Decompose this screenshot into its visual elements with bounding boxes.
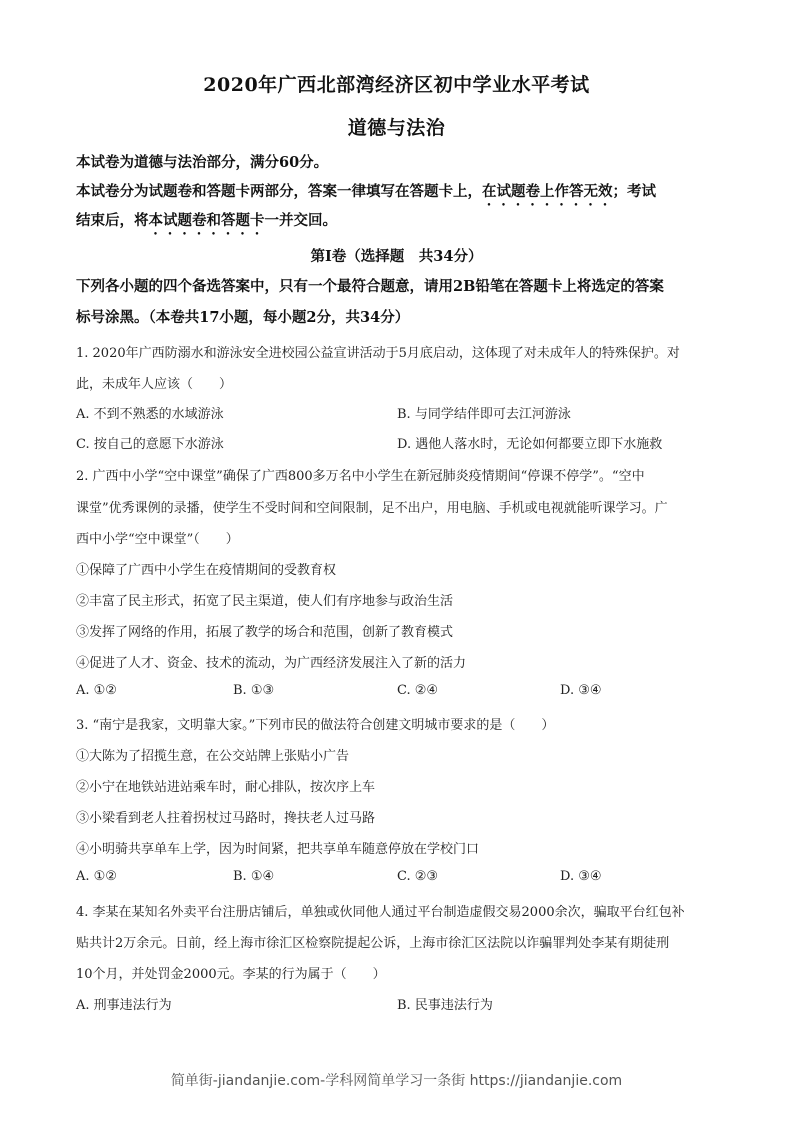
option-c: C. 按自己的意愿下水游泳 <box>76 437 224 452</box>
instruction-line-3 <box>76 209 726 238</box>
question-text: 西中小学“空中课堂”（ ） <box>76 532 239 547</box>
option-a: A. ①② <box>76 683 117 698</box>
question-text: 3. “南宁是我家，文明靠大家。”下列市民的做法符合创建文明城市要求的是（ ） <box>76 718 555 733</box>
statement: ①大陈为了招揽生意，在公交站牌上张贴小广告 <box>76 749 350 764</box>
statement: ②丰富了民主形式，拓宽了民主渠道，使人们有序地参与政治生活 <box>76 594 454 609</box>
instruction-text: ；考试 <box>612 183 656 200</box>
option-a: A. 刑事违法行为 <box>76 998 172 1013</box>
option-a: A. ①② <box>76 869 117 884</box>
question-text: 4. 李某在某知名外卖平台注册店铺后，单独或伙同他人通过平台制造虚假交易2000余次，骗取平台红包补 <box>76 905 685 920</box>
section-desc-line-2: 标号涂黑。（本卷共17小题，每小题2分，共34分） <box>76 309 410 326</box>
option-b: B. ①③ <box>233 683 275 698</box>
statement: ④促进了人才、资金、技术的流动，为广西经济发展注入了新的活力 <box>76 656 467 671</box>
instruction-text: 一并交回。 <box>264 212 337 229</box>
option-d: D. ③④ <box>560 683 602 698</box>
instruction-line-1: 本试卷为道德与法治部分，满分60分。 <box>76 154 329 171</box>
subject-title: 道德与法治 <box>347 117 446 139</box>
option-b: B. 民事违法行为 <box>397 998 493 1013</box>
instruction-text: 本试卷分为试题卷和答题卡两部分，答案一律填写在答题卡上， <box>76 183 482 200</box>
instruction-text: 结束后，将 <box>76 212 149 229</box>
option-b: B. ①④ <box>233 869 275 884</box>
question-text: 贴共计2万余元。日前，经上海市徐汇区检察院提起公诉，上海市徐汇区法院以诈骗罪判处李某有期徒刑 <box>76 936 670 951</box>
question-text: 1. 2020年广西防溺水和游泳安全进校园公益宣讲活动于5月底启动，这体现了对未成年人的特殊保护。对 <box>76 346 680 361</box>
statement: ③小梁看到老人拄着拐杖过马路时，搀扶老人过马路 <box>76 811 376 826</box>
section-title: 第Ⅰ卷（选择题 共34分） <box>310 248 483 265</box>
option-c: C. ②④ <box>397 683 439 698</box>
question-text: 课堂”优秀课例的录播，使学生不受时间和空间限制，足不出户，用电脑、手机或电视就能听课学习。广 <box>76 501 668 516</box>
question-text: 此，未成年人应该（ ） <box>76 377 233 392</box>
option-d: D. 遇他人落水时，无论如何都要立即下水施救 <box>397 437 663 452</box>
statement: ②小宁在地铁站进站乘车时，耐心排队，按次序上车 <box>76 780 376 795</box>
instruction-line-2 <box>76 180 726 209</box>
exam-title: 2020年广西北部湾经济区初中学业水平考试 <box>203 74 590 96</box>
statement: ③发挥了网络的作用，拓展了教学的场合和范围，创新了教育模式 <box>76 625 454 640</box>
section-desc-line-1: 下列各小题的四个备选答案中，只有一个最符合题意，请用2B铅笔在答题卡上将选定的答案 <box>76 278 664 295</box>
watermark-footer: 简单街-jiandanjie.com-学科网简单学习一条街 https://jiandanjie.com <box>170 1073 623 1089</box>
emphasized-text: 在试题卷上作答无效 <box>482 183 613 200</box>
question-text: 2. 广西中小学“空中课堂”确保了广西800多万名中小学生在新冠肺炎疫情期间“停课不停学”。“空中 <box>76 469 645 484</box>
question-text: 10个月，并处罚金2000元。李某的行为属于（ ） <box>76 967 386 982</box>
emphasized-text: 本试题卷和答题卡 <box>148 212 265 229</box>
statement: ④小明骑共享单车上学，因为时间紧，把共享单车随意停放在学校门口 <box>76 842 480 857</box>
option-a: A. 不到不熟悉的水域游泳 <box>76 407 224 422</box>
option-d: D. ③④ <box>560 869 602 884</box>
option-b: B. 与同学结伴即可去江河游泳 <box>397 407 571 422</box>
statement: ①保障了广西中小学生在疫情期间的受教育权 <box>76 563 337 578</box>
option-c: C. ②③ <box>397 869 439 884</box>
